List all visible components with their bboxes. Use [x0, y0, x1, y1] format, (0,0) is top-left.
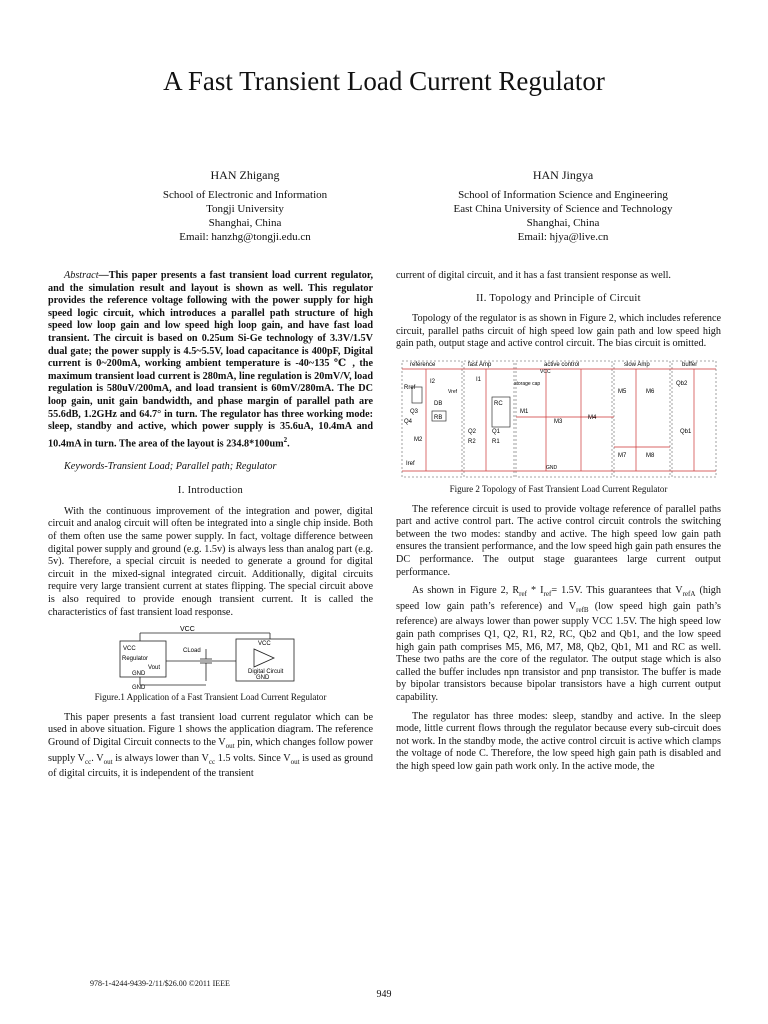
fig2-label-i1: I1: [476, 376, 482, 383]
fig2-label-q4: Q4: [404, 418, 413, 425]
paper-title: A Fast Transient Load Current Regulator: [163, 66, 605, 96]
fig2-label-r1: R1: [492, 438, 500, 445]
fig2-label-m1: M1: [520, 408, 529, 415]
fig2-label-m3: M3: [554, 418, 563, 425]
fig2-label-vcc: VCC: [540, 368, 551, 375]
topology-paragraph-3: As shown in Figure 2, $R_{ref} * I_{ref}= 1.5V$. This guarantees that $V_{refA}$ (high speed low gain path’s reference) and $V_{refB}$ (low speed high gain path’s reference) are always lower than power supply VCC 1.5V. The high speed low gain path comprises Q1, Q2, R1, R2, RC, Qb2 and Qb1, and the low speed high gain path comprises M5, M6, M7, M8, Qb2, Qb1, M1 and RC as well. These two paths are the core of the regulator. The output stage which is also called the buffer includes npn transistor and pnp transistor. The buffer is made by bipolar transistors because bipolar transistors have a high current output capability.: [396, 585, 721, 703]
fig2-label-m8: M8: [646, 452, 655, 459]
author-email: Email: hanzhg@tongji.edu.cn: [179, 231, 311, 243]
fig1-gnd-digital: GND: [256, 675, 270, 682]
author-university: East China University of Science and Technology: [453, 203, 673, 215]
fig2-label-r2: R2: [468, 438, 476, 445]
fig1-vcc-top: VCC: [180, 626, 195, 634]
fig2-block-active-control: active control: [544, 361, 580, 368]
fig2-label-rref: Rref: [404, 384, 416, 391]
fig1-gnd-bottom: GND: [132, 685, 146, 690]
author-block-2: [398, 168, 728, 244]
author-email: Email: hjya@live.cn: [517, 231, 609, 243]
fig2-label-gnd: GND: [546, 464, 558, 471]
fig2-label-q1: Q1: [492, 428, 501, 435]
author-city: Shanghai, China: [208, 217, 282, 229]
fig1-digital-circuit: Digital Circuit: [248, 669, 284, 676]
fig2-label-m4: M4: [588, 414, 597, 421]
fig2-label-rc: RC: [494, 400, 503, 407]
fig2-label-i2: I2: [430, 378, 436, 385]
author-university: Tongji University: [206, 203, 284, 215]
fig1-vout: Vout: [148, 665, 161, 672]
figure-1-caption: Figure.1 Application of a Fast Transient Load Current Regulator: [94, 692, 327, 703]
abstract-text: —This paper presents a fast transient load current regulator, and the simulation result and layout is shown as well. This regulator provides the reference voltage following with the power supply for high speed logic circuit, which introduces a parallel path structure of high speed low loop gain and low speed high loop gain, and have fast load transient. The circuit is based on 0.25um Si-Ge technology of 3.3V/1.5V dual gate; the power supply is 4.5~5.5V, load capacitance is 400pF, Digital current is 0~200mA, working ambient temperature is -40~135 ℃ , the maximum transient load current is 280mA, line regulation is 20mV/V, load regulation is 580uV/200mA, and load transient is 60mV/280mA. The DC loop gain, unit gain bandwidth, and phase margin of parallel path are 55.6dB, 1.2GHz and 64.7° in turn. The regulator has three working mode: sleep, standby and active, which power supply is 35.6uA, 10.4mA and 10.4mA in turn. The area of the layout is 234.8*100um: [48, 270, 373, 450]
intro-paragraph-2: This paper presents a fast transient load current regulator which can be used in above situation. Figure 1 shows the application diagram. The reference Ground of Digital Circuit connects to the $V_{out}$ pin, which changes follow power supply $V_{cc}$. $V_{out}$ is always lower than $V_{cc}$ 1.5 volts. Since $V_{out}$ is used as ground of digital circuits, it is independent of the transient: [48, 711, 373, 780]
author-name: HAN Jingya: [532, 168, 594, 182]
author-name: HAN Zhigang: [210, 168, 280, 182]
fig2-label-storage-cap: storage cap: [514, 380, 541, 387]
fig2-label-m2: M2: [414, 436, 423, 443]
fig2-label-qb2: Qb2: [676, 380, 688, 387]
fig2-label-q3: Q3: [410, 408, 419, 415]
abstract-end: .: [287, 438, 290, 450]
topology-paragraph-2: The reference circuit is used to provide voltage reference of parallel paths part and active control part. The active control circuit controls the switching between the two modes: standby and active. The high speed low gain path ensures the transient performance, and the low speed high gain path ensures the DC performance. The output stage guarantees large current output performance.: [396, 503, 721, 578]
fig2-block-reference: reference: [410, 361, 436, 368]
copyright-footer: 978-1-4244-9439-2/11/$26.00 ©2011 IEEE: [90, 979, 230, 988]
fig2-label-db: DB: [434, 400, 443, 407]
abstract-label: Abstract: [64, 270, 99, 281]
figure-2-diagram: [396, 357, 721, 481]
fig2-label-vref: Vref: [448, 388, 457, 395]
section-heading-introduction: I. Introduction: [177, 485, 244, 497]
fig2-label-qb1: Qb1: [680, 428, 692, 435]
fig1-gnd-reg: GND: [132, 671, 146, 678]
figure-2-caption: Figure 2 Topology of Fast Transient Load Current Regulator: [449, 483, 668, 494]
intro-paragraph-1: With the continuous improvement of the integration and power, digital circuit and analog circuit will often be integrated into a single chip inside. Both of them often use the same power supply. In fact, voltage difference between digital power supply and ground (e.g. 1.5v) is always less than analog part (e.g. 5v). Therefore, a special circuit is needed to generate a ground for digital circuit in the mixed-signal integrated circuit. Additionally, digital circuits require very large transient current at states flipping. The special circuit above is also required to provide enough transient current. It is called the characteristics of fast transient load response.: [48, 505, 373, 618]
left-column: [48, 270, 373, 787]
page-number: 949: [376, 989, 392, 1000]
fig2-label-m7: M7: [618, 452, 627, 459]
figure-2: [396, 357, 721, 481]
fig1-cload: CLoad: [183, 648, 201, 655]
author-block-1: [80, 168, 410, 244]
fig2-label-m6: M6: [646, 388, 655, 395]
fig1-vcc-digital: VCC: [258, 641, 271, 648]
fig2-block-slow-amp: slow Amp: [624, 361, 650, 368]
fig1-regulator: Regulator: [122, 656, 149, 663]
fig2-label-iref: Iref: [406, 460, 415, 467]
topology-paragraph-1: Topology of the regulator is as shown in Figure 2, which includes reference circuit, parallel paths circuit of high speed low gain path and low speed high gain path, output stage and active control circuit. The bias circuit is omitted.: [396, 313, 721, 350]
author-dept: School of Electronic and Information: [162, 189, 328, 201]
author-city: Shanghai, China: [526, 217, 600, 229]
topology-paragraph-4: The regulator has three modes: sleep, standby and active. In the sleep mode, little current flows through the regulator because every sub-circuit does not work. In the standby mode, the active control circuit is active which clamps the voltage of node C. Therefore, the low speed high gain path is disabled and the high speed low gain path work only. In the active mode, the: [396, 710, 721, 772]
figure-1: [48, 625, 373, 689]
keywords: Keywords-Transient Load; Parallel path; Regulator: [64, 460, 277, 472]
figure-1-diagram: [48, 625, 373, 689]
author-dept: School of Information Science and Engineering: [458, 189, 668, 201]
fig2-block-fast-amp: fast Amp: [468, 361, 492, 368]
abstract-sup: 2: [283, 435, 288, 444]
abstract: [48, 270, 373, 451]
fig2-label-q2: Q2: [468, 428, 477, 435]
fig1-vcc-reg: VCC: [123, 646, 136, 653]
section-heading-topology: II. Topology and Principle of Circuit: [476, 292, 641, 304]
fig2-block-buffer: buffer: [682, 361, 698, 368]
fig2-label-m5: M5: [618, 388, 627, 395]
fig2-label-rb: RB: [434, 414, 443, 421]
right-column: [396, 270, 721, 780]
continued-paragraph: current of digital circuit, and it has a fast transient response as well.: [396, 270, 671, 281]
